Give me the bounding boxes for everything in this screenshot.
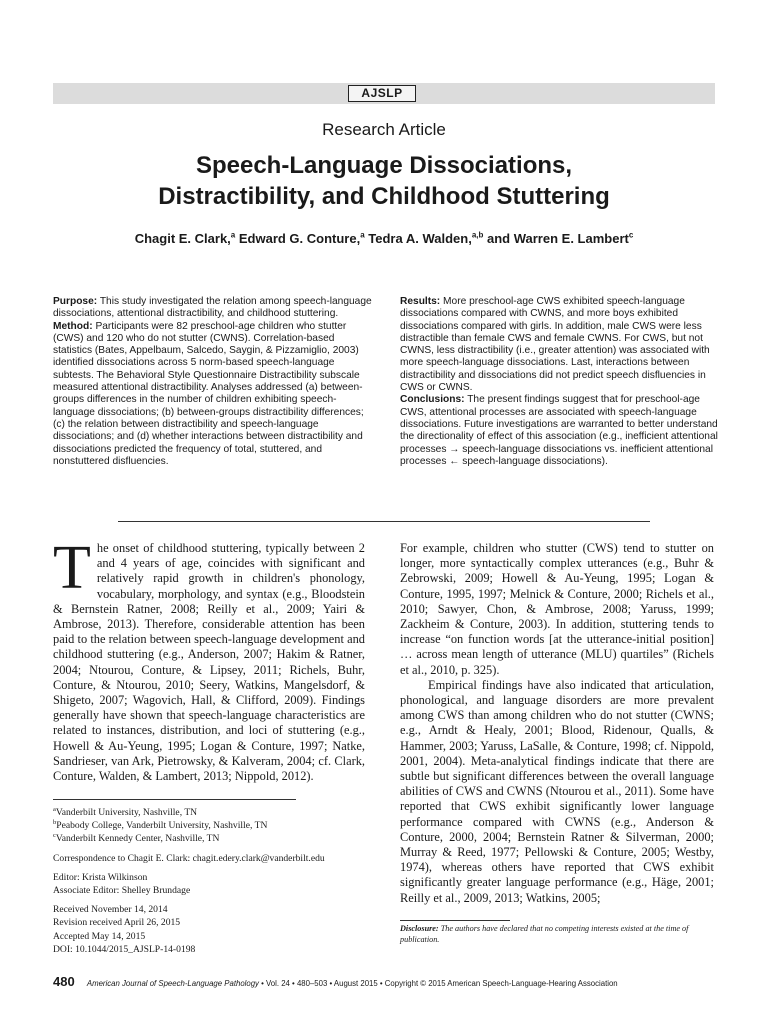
footnote-rule	[53, 799, 296, 800]
author-name: Chagit E. Clark,	[134, 231, 231, 246]
author-affiliation-mark: a,b	[471, 230, 484, 240]
disclosure-text: The authors have declared that no competing interests existed at the time of publication.	[400, 924, 689, 944]
affiliation-a	[53, 806, 373, 819]
abstract-purpose	[53, 296, 375, 321]
body-paragraph: Empirical findings have also indicated that articulation, phonological, and language disorders are more prevalent among CWS than among children who do not stutter (CWNS; e.g., Arndt & Healy, 2001; Blood, Ridenour, Qualls, & Hammer, 2003; Yaruss, LaSalle, & Conture, 1998; cf. Nippold, 2001, 2004). Meta-analytical findings indicate that there are subtle but significant differences between the overall language abilities of CWS and CWNS (Ntourou et al., 2011). Some have reported that CWS exhibit significantly lower language performance compared with CWNS (e.g., Anderson & Conture, 2000, 2004; Bernstein Ratner & Silverman, 2000; Murray & Reed, 1977; Pellowski & Conture, 2005; Westby, 1974), whereas others have reported that CWS exhibit significantly greater language performance (e.g., Häge, 2001; Reilly et al., 2009, 2013; Watkins, 2005;	[400, 677, 714, 905]
journal-badge: AJSLP	[348, 85, 416, 102]
author-affiliation-mark: a	[230, 230, 236, 240]
body-paragraph	[53, 534, 365, 784]
drop-cap: T	[53, 534, 91, 602]
author-name: Tedra A. Walden,	[368, 231, 472, 246]
paragraph-text: he onset of childhood stuttering, typically between 2 and 4 years of age, coincides with significant and relatively rapid growth in children's phonology, vocabulary, morphology, and syntax (e.g., Bloodstein & Bernstein Ratner, 2008; Reilly et al., 2009; Yairi & Ambrose, 2013). Therefore, considerable attention has been paid to the relation between speech-language development and childhood stuttering (e.g., Anderson, 2007; Hakim & Ratner, 2004; Ntourou, Conture, & Lipsey, 2011; Richels, Buhr, Conture, & Ntourou, 2010; Seery, Watkins, Mangelsdorf, & Shigeto, 2007; Wagovich, Hall, & Clifford, 2009). Findings generally have shown that speech-language characteristics are related to instances, distribution, and loci of stuttering (e.g., Howell & Au-Yeung, 1995; Logan & Conture, 1997; Natke, Sandrieser, van Ark, Pietrowsky, & Kalveram, 2004; cf. Clark, Conture, Walden, & Lambert, 2013; Nippold, 2012).	[53, 541, 365, 784]
purpose-label: Purpose:	[53, 296, 98, 307]
associate-editor: Associate Editor: Shelley Brundage	[53, 885, 191, 897]
abstract-left-column	[53, 296, 375, 468]
doi: DOI: 10.1044/2015_AJSLP-14-0198	[53, 943, 196, 955]
affiliation-mark: c	[53, 832, 56, 840]
author-list	[60, 230, 708, 248]
abstract-results	[400, 296, 718, 394]
affiliation-text: Vanderbilt University, Nashville, TN	[55, 807, 198, 818]
disclosure	[400, 923, 718, 945]
author-name: and Warren E. Lambert	[487, 231, 629, 246]
body-left-column	[53, 534, 365, 784]
accepted-date: Accepted May 14, 2015	[53, 930, 146, 942]
revision-date: Revision received April 26, 2015	[53, 917, 181, 929]
correspondence: Correspondence to Chagit E. Clark: chagit.edery.clark@vanderbilt.edu	[53, 852, 325, 864]
author-name: Edward G. Conture,	[238, 231, 361, 246]
abstract-right-column	[400, 296, 718, 468]
affiliation-c	[53, 832, 373, 845]
title-line-2: Distractibility, and Childhood Stuttering	[158, 183, 610, 210]
author-affiliation-mark: c	[628, 230, 634, 240]
title-line-1: Speech-Language Dissociations,	[195, 152, 573, 179]
body-paragraph: For example, children who stutter (CWS) tend to stutter on longer, more syntactically complex utterances (e.g., Buhr & Zebrowski, 2009; Howell & Au-Yeung, 1995; Logan & Conture, 1995, 1997; Melnick & Conture, 2000; Richels et al., 2010; Sawyer, Chon, & Ambrose, 2008; Yaruss, 1999; Zackheim & Conture, 2003). In addition, stuttering tends to increase “on function words [at the utterance-initial position] … across mean length of utterance (MLU) quartiles” (Richels et al., 2010, p. 325).	[400, 541, 714, 677]
results-label: Results:	[400, 296, 441, 307]
abstract-divider	[118, 521, 650, 522]
article-type: Research Article	[322, 120, 446, 139]
affiliation-text: Peabody College, Vanderbilt University, Nashville, TN	[56, 820, 268, 832]
disclosure-rule	[400, 920, 510, 921]
author-affiliation-mark: a	[360, 230, 365, 240]
footer-journal: American Journal of Speech-Language Pathology	[86, 979, 259, 988]
page-number: 480	[53, 974, 75, 989]
abstract-method	[53, 321, 375, 469]
affiliation-mark: b	[53, 819, 57, 827]
method-label: Method:	[53, 320, 93, 332]
footnotes	[53, 806, 373, 956]
footer-details: • Vol. 24 • 480–503 • August 2015 • Copyright © 2015 American Speech-Language-Hearing Association	[261, 979, 618, 988]
affiliation-text: Vanderbilt Kennedy Center, Nashville, TN	[55, 833, 220, 845]
method-text: Participants were 82 preschool-age children who stutter (CWS) and 120 who do not stutter (CWNS). Correlation-based statistics (Bates, Appelbaum, Salcedo, Saygin, & Pizzamiglio, 2003) identified dissociations across 5 norm-based speech-language subtests. The Behavioral Style Questionnaire Distractibility subscale measured attentional distractibility. Analyses addressed (a) between-groups differences in the number of children exhibiting speech-language dissociations; (b) between-groups distractibility differences; (c) the relation between distractibility and speech-language dissociations; and (d) whether interactions between distractibility and dissociations predicted the frequency of total, stuttered, and nonstuttered disfluencies.	[53, 320, 364, 467]
disclosure-label: Disclosure:	[400, 924, 439, 933]
page-footer	[53, 976, 723, 990]
purpose-text: This study investigated the relation among speech-language dissociations, attentional distractibility, and childhood stuttering.	[53, 296, 372, 320]
affiliation-mark: a	[53, 805, 56, 813]
results-text: More preschool-age CWS exhibited speech-language dissociations compared with CWNS, and more boys exhibited dissociations compared with girls. In addition, male CWS were less distractible than female CWS and female CWNS. For CWS, but not CWNS, less distractibility (i.e., greater attention) was associated with more speech-language dissociations. Last, interactions between distractibility and dissociations did not predict speech disfluencies in CWS or CWNS.	[400, 296, 710, 394]
body-right-column	[400, 541, 714, 906]
abstract-conclusions	[400, 394, 718, 468]
affiliation-b	[53, 819, 373, 832]
conclusions-label: Conclusions:	[400, 394, 465, 406]
article-title	[80, 150, 688, 212]
received-date: Received November 14, 2014	[53, 904, 168, 916]
conclusions-text: The present findings suggest that for preschool-age CWS, attentional processes are associated with speech-language dissociations. Future investigations are warranted to better understand the directionality of effect of this association (e.g., inefficient attentional processes → speech-language dissociations vs. inefficient attentional processes ← speech-language dissociations).	[400, 394, 718, 467]
editor: Editor: Krista Wilkinson	[53, 871, 148, 883]
